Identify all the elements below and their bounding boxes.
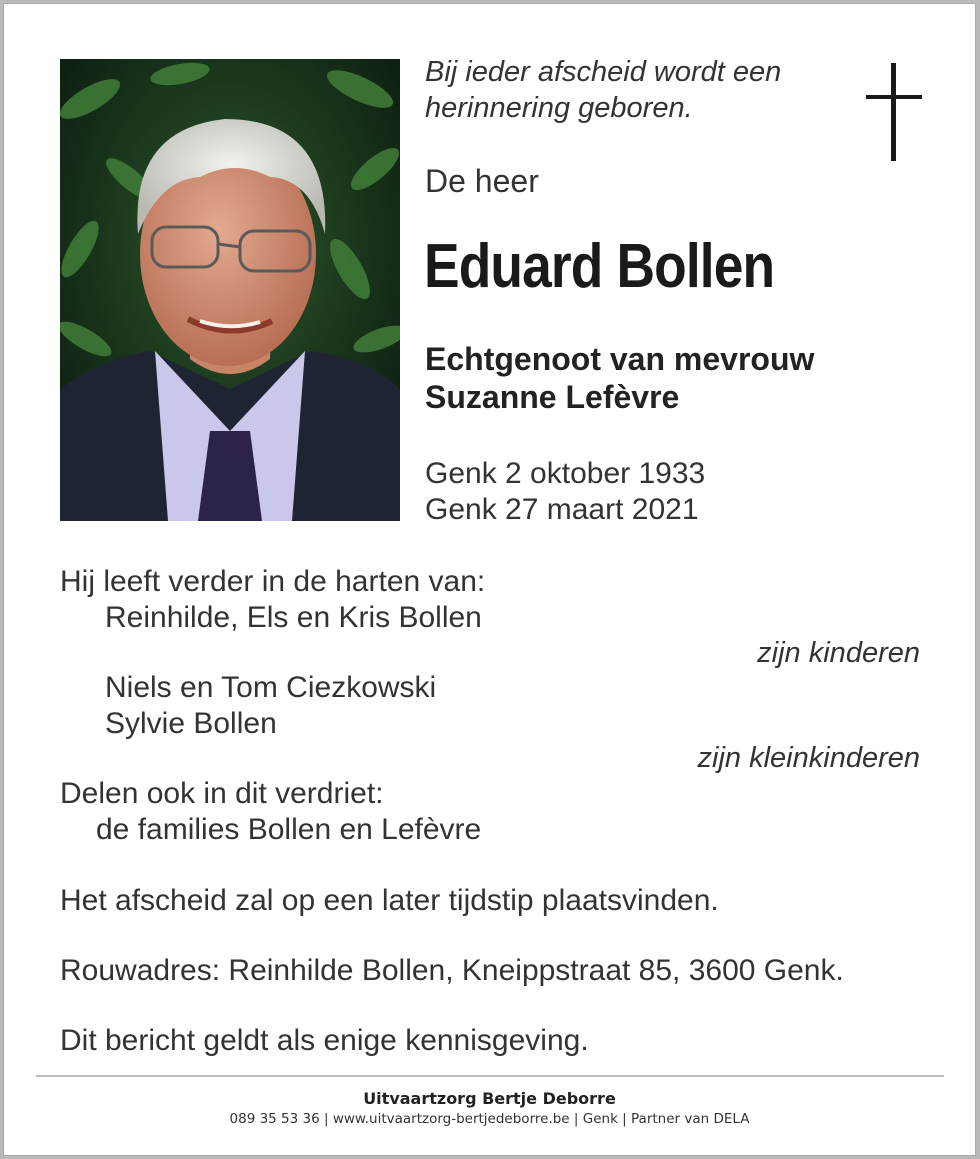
farewell-text: Het afscheid zal op een later tijdstip plaatsvinden. [60,884,719,917]
honorific: De heer [425,163,539,199]
funeral-home-name: Uitvaartzorg Bertje Deborre [363,1089,616,1108]
spouse [425,340,814,416]
cross-icon [866,63,922,161]
quote-line: herinnering geboren. [425,92,693,124]
quote [425,54,781,126]
life-dates [425,456,705,528]
funeral-home-details: 089 35 53 36 | www.uitvaartzorg-bertjedeborre.be | Genk | Partner van DELA [229,1111,750,1127]
survivors-intro: Hij leeft verder in de harten van: [60,565,486,598]
portrait-photo [60,59,400,521]
grandchildren-line: Niels en Tom Ciezkowski [105,671,437,704]
footer-divider [36,1075,944,1077]
spouse-line: Suzanne Lefèvre [425,379,680,415]
spouse-line: Echtgenoot van mevrouw [425,341,815,377]
obituary-card [3,3,976,1156]
birth-date: Genk 2 oktober 1933 [425,457,706,490]
death-date: Genk 27 maart 2021 [425,493,699,526]
grandchildren-role: zijn kleinkinderen [697,742,920,774]
mourning-address: Rouwadres: Reinhilde Bollen, Kneippstraat 85, 3600 Genk. [60,954,844,987]
deceased-name: Eduard Bollen [424,232,775,301]
families: de families Bollen en Lefèvre [96,813,482,846]
children-names: Reinhilde, Els en Kris Bollen [105,601,482,634]
share-intro: Delen ook in dit verdriet: [60,777,384,810]
grandchildren-line: Sylvie Bollen [105,707,277,740]
children-role: zijn kinderen [757,637,920,669]
quote-line: Bij ieder afscheid wordt een [425,56,782,88]
notice-text: Dit bericht geldt als enige kennisgeving. [60,1024,589,1057]
